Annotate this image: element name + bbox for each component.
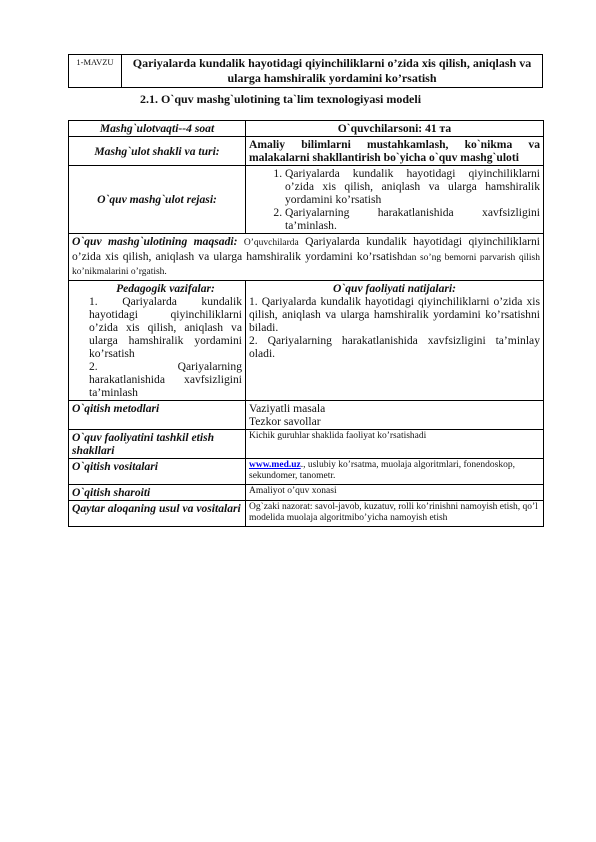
table-row (69, 280, 544, 400)
pedagogical-tasks (69, 280, 246, 400)
list-item: 2. Qariyalarning harakatlanishida xavfsizligini ta’minlash. (285, 206, 540, 232)
tools-label: O`qitish vositalari (69, 458, 246, 484)
goal-label: O`quv mashg`ulotining maqsadi: (72, 235, 238, 248)
section-subtitle: 2.1. O`quv mashg`ulotining ta`lim texnologiyasi modeli (140, 92, 422, 106)
goal-cell (69, 234, 544, 281)
ped-item-1: 1. Qariyalarda kundalik hayotidagi qiyinchiliklarni o’zida xis qilish, aniqlash va ularga hamshiralik yordamini ko’rsatish (89, 294, 242, 360)
method-item: Vaziyatli masala (249, 401, 326, 415)
table-row (69, 234, 544, 281)
lesson-model-table (68, 120, 544, 527)
topic-title: Qariyalarda kundalik hayotidagi qiyinchiliklarni o’zida xis qilish, aniqlash va ularga hamshiralik yordamini ko’rsatish (132, 56, 532, 85)
form-label: Mashg`ulot shakli va turi: (69, 137, 246, 166)
org-value: Kichik guruhlar shaklida faoliyat ko’rsatishadi (246, 429, 544, 458)
table-row (69, 166, 544, 234)
ped-item-2: 2. Qariyalarning harakatlanishida xavfsizligini ta’minlash (89, 359, 242, 399)
tools-rest: ., uslubiy ko’rsatma, muolaja algoritmlari, fonendoskop, sekundomer, tanometr. (249, 459, 515, 481)
method-item: Tezkor savollar (249, 414, 321, 428)
table-row (69, 137, 544, 166)
res-item-1: 1. Qariyalarda kundalik hayotidagi qiyinchiliklarni o’zida xis qilish, aniqlash va ularga hamshiralik yordamini ko’rsatishni biladi. (249, 294, 540, 334)
learning-outcomes (246, 280, 544, 400)
table-row (69, 121, 544, 137)
res-item-2: 2. Qariyalarning harakatlanishida xavfsizligini ta’minlay oladi. (249, 333, 540, 360)
methods-value (246, 400, 544, 429)
conditions-label: O`qitish sharoiti (69, 484, 246, 500)
list-item: 1. Qariyalarda kundalik hayotidagi qiyinchiliklarni o’zida xis qilish, aniqlash va ularga hamshiralik yordamini ko’rsatish (285, 167, 540, 206)
topic-tag: 1-MAVZU (69, 55, 122, 87)
table-row (69, 400, 544, 429)
org-label: O`quv faoliyatini tashkil etish shakllari (69, 429, 246, 458)
form-value: Amaliy bilimlarni mustahkamlash, ko`nikma va malakalarni shakllantirish bo`yicha o`quv mashg`uloti (246, 137, 544, 166)
methods-label: O`qitish metodlari (69, 400, 246, 429)
topic-header (68, 54, 543, 88)
feedback-label: Qaytar aloqaning usul va vositalari (69, 500, 246, 526)
goal-tail: dan so’ng bemorni parvarish qilish ko’nikmalarini o’rgatish. (72, 252, 541, 277)
plan-list (249, 167, 540, 232)
plan-value (246, 166, 544, 234)
goal-lead: O’quvchilarda (243, 238, 299, 248)
time-cell: Mashg`ulotvaqti--4 soat (69, 121, 246, 137)
tools-link[interactable]: www.med.uz (249, 459, 301, 470)
table-row (69, 458, 544, 484)
tools-value (246, 458, 544, 484)
goal-text: Qariyalarda kundalik hayotidagi qiyinchiliklarni o’zida xis qilish, aniqlash va ularga hamshiralik yordamini ko’rsatish (72, 235, 540, 263)
feedback-value: Og`zaki nazorat: savol-javob, kuzatuv, rolli ko’rinishni namoyish etish, qo’l modelida muolaja algoritmibo’yicha namoyish etish (246, 500, 544, 526)
res-title: O`quv faoliyati natijalari: (332, 281, 457, 295)
table-row (69, 500, 544, 526)
ped-title: Pedagogik vazifalar: (116, 281, 215, 295)
students-cell: O`quvchilarsoni: 41 та (246, 121, 544, 137)
table-row (69, 429, 544, 458)
conditions-value: Amaliyot o’quv xonasi (246, 484, 544, 500)
plan-label: O`quv mashg`ulot rejasi: (69, 166, 246, 234)
table-row (69, 484, 544, 500)
